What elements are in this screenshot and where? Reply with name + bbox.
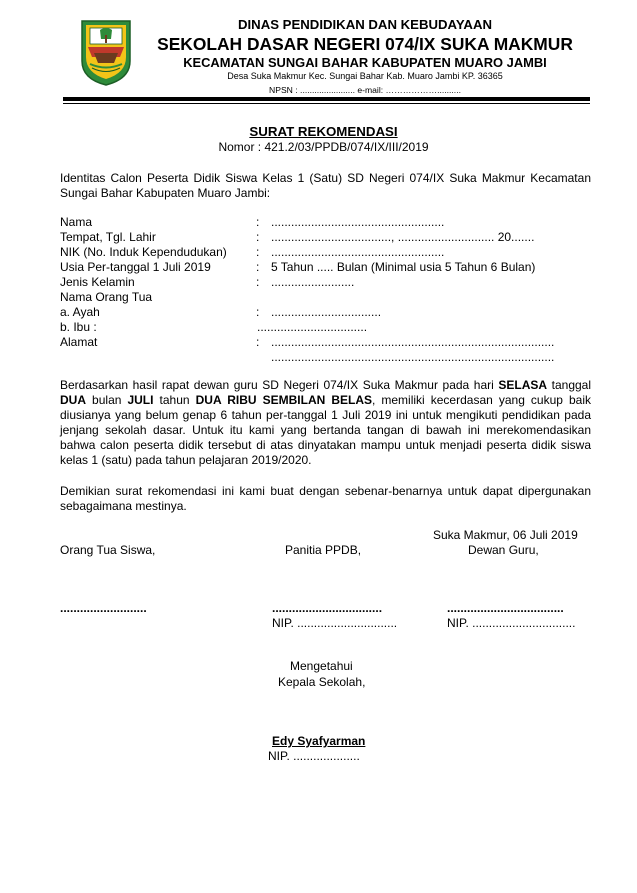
teacher-title: Dewan Guru, (468, 543, 539, 557)
intro-paragraph: Identitas Calon Peserta Didik Siswa Kelas 1 (Satu) SD Negeri 074/IX Suka Makmur Kecamatan Sungai Bahar Kabupaten Muaro Jambi: (60, 171, 591, 201)
agency-name: DINAS PENDIDIKAN DAN KEBUDAYAAN (237, 17, 492, 32)
school-contact: NPSN : ....................... e-mail: ……………….......... (269, 85, 461, 95)
field-label-birth: Tempat, Tgl. Lahir (60, 230, 156, 244)
district-name: KECAMATAN SUNGAI BAHAR KABUPATEN MUARO JAMBI (183, 55, 547, 70)
teacher-nip: NIP. ............................... (447, 616, 576, 630)
field-value-address-line2: ..................................................................................... (271, 350, 555, 364)
body-month: JULI (127, 393, 154, 408)
field-label-mother: b. Ibu : (60, 320, 97, 334)
recommendation-paragraph (60, 378, 591, 469)
field-value-father: ................................. (271, 305, 382, 319)
field-value-address: ..................................................................................... (271, 335, 555, 349)
field-value-name: .................................................... (271, 215, 445, 229)
place-date: Suka Makmur, 06 Juli 2019 (433, 528, 578, 542)
principal-title: Kepala Sekolah, (278, 675, 366, 689)
field-colon: : (256, 305, 260, 319)
parent-title: Orang Tua Siswa, (60, 543, 156, 557)
field-label-father: a. Ayah (60, 305, 100, 319)
field-label-age: Usia Per-tanggal 1 Juli 2019 (60, 260, 211, 274)
school-address: Desa Suka Makmur Kec. Sungai Bahar Kab. Muaro Jambi KP. 36365 (227, 71, 503, 81)
field-colon: : (256, 275, 260, 289)
letter-title: SURAT REKOMENDASI (249, 124, 398, 139)
letterhead-rule-thin (63, 103, 590, 104)
field-label-nik: NIK (No. Induk Kependudukan) (60, 245, 227, 259)
body-text: tahun (153, 393, 196, 408)
school-name: SEKOLAH DASAR NEGERI 074/IX SUKA MAKMUR (157, 34, 573, 54)
body-year: DUA RIBU SEMBILAN BELAS (195, 393, 372, 408)
field-colon: : (256, 215, 260, 229)
field-value-gender: ......................... (271, 275, 355, 289)
committee-title: Panitia PPDB, (285, 543, 362, 557)
acknowledged-label: Mengetahui (290, 659, 353, 673)
body-text: tanggal (547, 378, 591, 392)
letter-number: Nomor : 421.2/03/PPDB/074/IX/III/2019 (218, 140, 429, 154)
body-text: Berdasarkan hasil rapat dewan guru SD Negeri 074/IX Suka Makmur pada hari (60, 378, 499, 392)
principal-name: Edy Syafyarman (272, 734, 366, 748)
field-value-nik: .................................................... (271, 245, 445, 259)
field-label-address: Alamat (60, 335, 98, 349)
committee-nip: NIP. .............................. (272, 616, 398, 630)
field-colon: : (256, 245, 260, 259)
field-value-mother: ................................. (257, 320, 368, 334)
field-value-birth: ...................................., ............................. 20....... (271, 230, 535, 244)
school-logo (80, 17, 132, 87)
letterhead-rule-thick (63, 97, 590, 101)
body-day: SELASA (498, 378, 548, 392)
field-colon: : (256, 335, 260, 349)
body-text: , memiliki kecerdasan yang cukup baik diusianya yang belum genap 6 tahun per-tanggal 1 Juli 2019 ini untuk mengikuti pendidikan pada jenjang sekolah dasar. Untuk itu kami yang bertanda tangan di bawah ini merekomendasikan bahwa calon peserta didik tersebut di atas dinyatakan mampu untuk menjadi peserta didik siswa kelas 1 (satu) pada tahun pelajaran 2019/2020. (60, 393, 592, 468)
field-label-name: Nama (60, 215, 93, 229)
parent-signature-line: .......................... (60, 601, 147, 615)
closing-paragraph: Demikian surat rekomendasi ini kami buat dengan sebenar-benarnya untuk dapat dipergunakan sebagaimana mestinya. (60, 484, 591, 514)
teacher-signature-line: ................................... (447, 601, 564, 615)
field-label-gender: Jenis Kelamin (60, 275, 135, 289)
body-date: DUA (60, 393, 86, 408)
field-colon: : (256, 260, 260, 274)
committee-signature-line: ................................. (272, 601, 383, 615)
principal-nip: NIP. .................... (268, 749, 360, 763)
field-value-age: 5 Tahun ..... Bulan (Minimal usia 5 Tahun 6 Bulan) (271, 260, 536, 274)
field-label-parents: Nama Orang Tua (60, 290, 153, 304)
field-colon: : (256, 230, 260, 244)
body-text: bulan (86, 393, 128, 408)
